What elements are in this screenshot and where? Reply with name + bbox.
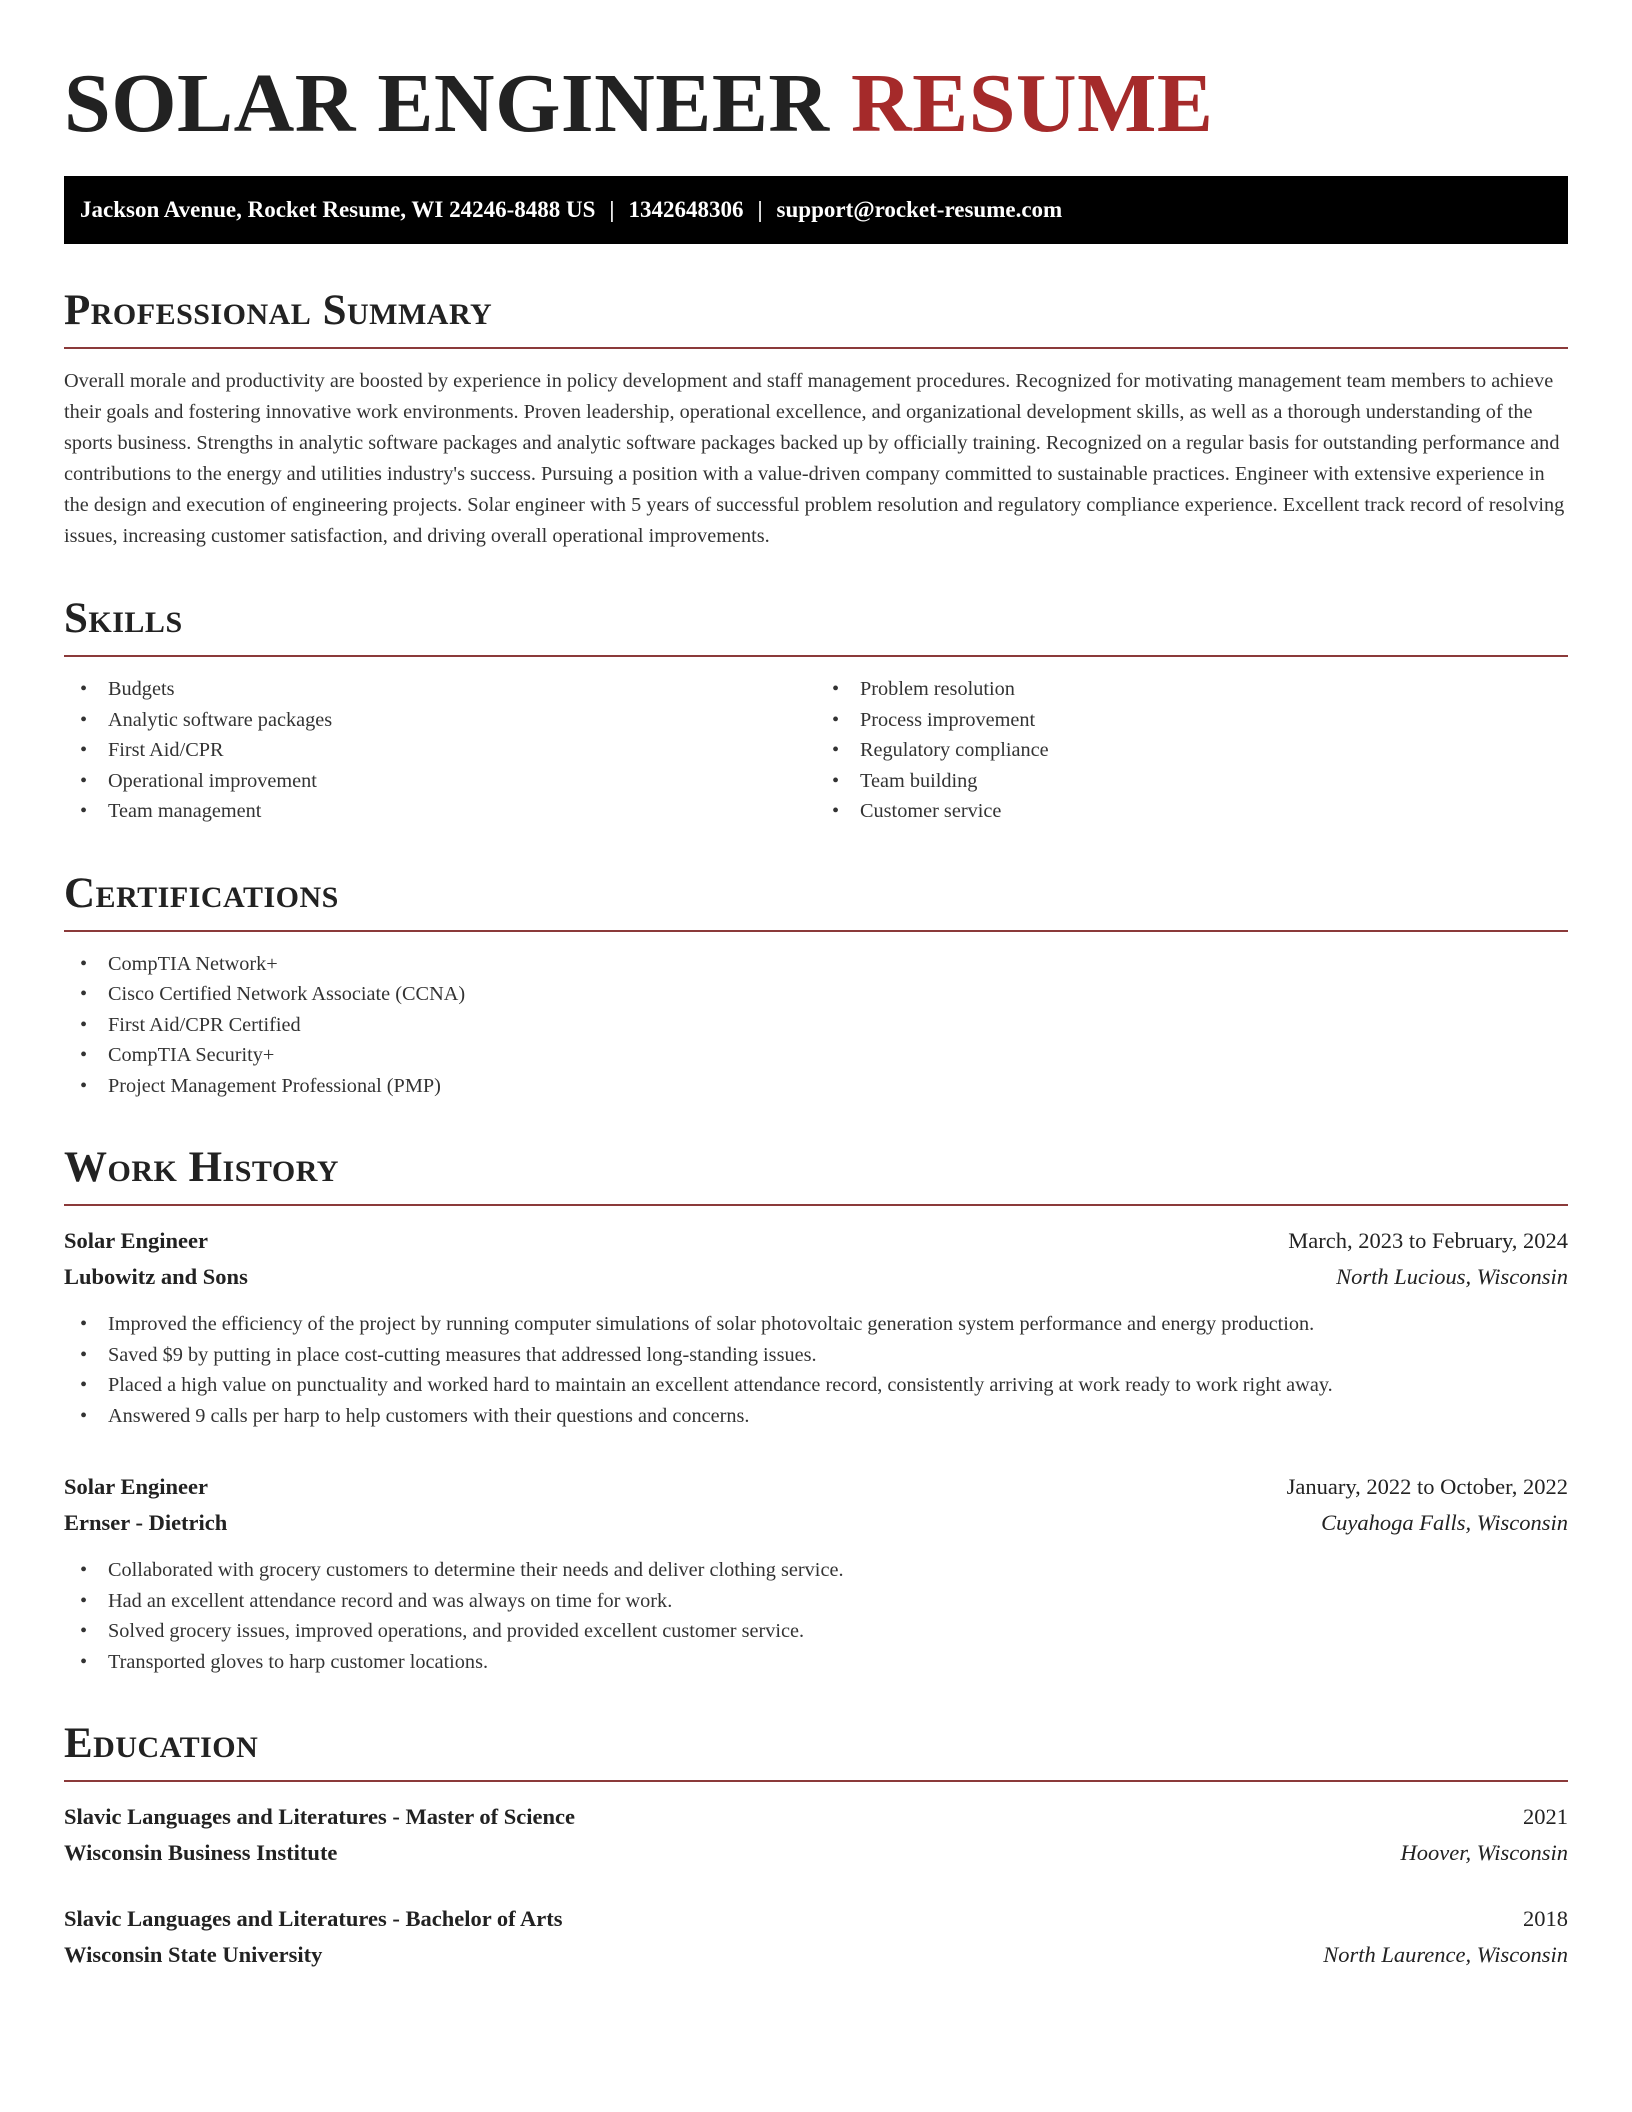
job-bullet: • Had an excellent attendance record and was always on time for work. xyxy=(64,1586,1568,1617)
contact-separator: | xyxy=(757,197,763,222)
job-location: North Lucious, Wisconsin xyxy=(1336,1264,1568,1289)
skill-item: • Team management xyxy=(64,796,816,827)
job-bullet: • Answered 9 calls per harp to help customers with their questions and concerns. xyxy=(64,1401,1568,1432)
job-dates: March, 2023 to February, 2024 xyxy=(1288,1228,1568,1253)
title-resume: RESUME xyxy=(851,57,1214,150)
job-title: Solar Engineer xyxy=(64,1228,208,1253)
summary-section xyxy=(64,287,1568,552)
skill-item: • Process improvement xyxy=(816,705,1568,736)
work-history-section xyxy=(64,1144,1568,1677)
skill-item: • Customer service xyxy=(816,796,1568,827)
certification-item: • Cisco Certified Network Associate (CCNA) xyxy=(64,979,1568,1010)
job-bullets xyxy=(64,1555,1568,1677)
education-entry xyxy=(64,1799,1568,1871)
skills-list-left xyxy=(64,674,816,827)
education-degree: Slavic Languages and Literatures - Bachelor of Arts xyxy=(64,1906,563,1931)
resume-title xyxy=(64,0,1568,176)
education-location: Hoover, Wisconsin xyxy=(1400,1840,1568,1865)
contact-address: Jackson Avenue, Rocket Resume, WI 24246-8488 US xyxy=(80,197,596,222)
contact-separator: | xyxy=(609,197,615,222)
job-dates: January, 2022 to October, 2022 xyxy=(1286,1474,1568,1499)
skill-item: • Analytic software packages xyxy=(64,705,816,736)
certification-item: • CompTIA Network+ xyxy=(64,949,1568,980)
job-company: Lubowitz and Sons xyxy=(64,1264,248,1289)
section-heading: Professional Summary xyxy=(64,287,1568,349)
job-bullet: • Placed a high value on punctuality and worked hard to maintain an excellent attendance record, consistently arriving at work ready to work right away. xyxy=(64,1370,1568,1401)
job-entry xyxy=(64,1469,1568,1677)
education-school: Wisconsin State University xyxy=(64,1942,323,1967)
job-bullet: • Saved $9 by putting in place cost-cutting measures that addressed long-standing issues. xyxy=(64,1340,1568,1371)
skill-item: • Regulatory compliance xyxy=(816,735,1568,766)
contact-email: support@rocket-resume.com xyxy=(776,197,1063,222)
education-year: 2018 xyxy=(1523,1906,1568,1931)
skills-section xyxy=(64,595,1568,827)
education-degree: Slavic Languages and Literatures - Master of Science xyxy=(64,1804,575,1829)
job-bullets xyxy=(64,1309,1568,1431)
skill-item: • First Aid/CPR xyxy=(64,735,816,766)
section-heading: Skills xyxy=(64,595,1568,657)
section-heading: Certifications xyxy=(64,870,1568,932)
certifications-section xyxy=(64,870,1568,1102)
skill-item: • Budgets xyxy=(64,674,816,705)
section-heading: Work History xyxy=(64,1144,1568,1206)
skill-item: • Problem resolution xyxy=(816,674,1568,705)
certification-item: • Project Management Professional (PMP) xyxy=(64,1071,1568,1102)
education-section xyxy=(64,1720,1568,1973)
contact-bar xyxy=(64,176,1568,244)
education-year: 2021 xyxy=(1523,1804,1568,1829)
job-bullet: • Transported gloves to harp customer locations. xyxy=(64,1647,1568,1678)
skill-item: • Team building xyxy=(816,766,1568,797)
summary-text: Overall morale and productivity are boosted by experience in policy development and staff management procedures. Recognized for motivating management team members to achieve their goals and fostering innovative work environments. Proven leadership, operational excellence, and organizational development skills, as well as a thorough understanding of the sports business. Strengths in analytic software packages and analytic software packages backed up by officially training. Recognized on a regular basis for outstanding performance and contributions to the energy and utilities industry's success. Pursuing a position with a value-driven company committed to sustainable practices. Engineer with extensive experience in the design and execution of engineering projects. Solar engineer with 5 years of successful problem resolution and regulatory compliance experience. Excellent track record of resolving issues, increasing customer satisfaction, and driving overall operational improvements. xyxy=(64,370,1565,547)
contact-phone: 1342648306 xyxy=(628,197,744,222)
title-job: SOLAR ENGINEER xyxy=(64,57,830,150)
job-bullet: • Collaborated with grocery customers to determine their needs and deliver clothing service. xyxy=(64,1555,1568,1586)
certification-item: • CompTIA Security+ xyxy=(64,1040,1568,1071)
job-entry xyxy=(64,1223,1568,1431)
job-company: Ernser - Dietrich xyxy=(64,1510,228,1535)
skill-item: • Operational improvement xyxy=(64,766,816,797)
certification-item: • First Aid/CPR Certified xyxy=(64,1010,1568,1041)
education-location: North Laurence, Wisconsin xyxy=(1323,1942,1568,1967)
job-bullet: • Improved the efficiency of the project by running computer simulations of solar photovoltaic generation system performance and energy production. xyxy=(64,1309,1568,1340)
job-title: Solar Engineer xyxy=(64,1474,208,1499)
job-location: Cuyahoga Falls, Wisconsin xyxy=(1321,1510,1568,1535)
job-bullet: • Solved grocery issues, improved operations, and provided excellent customer service. xyxy=(64,1616,1568,1647)
education-entry xyxy=(64,1901,1568,1973)
section-heading: Education xyxy=(64,1720,1568,1782)
skills-list-right xyxy=(816,674,1568,827)
certifications-list xyxy=(64,949,1568,1102)
education-school: Wisconsin Business Institute xyxy=(64,1840,338,1865)
